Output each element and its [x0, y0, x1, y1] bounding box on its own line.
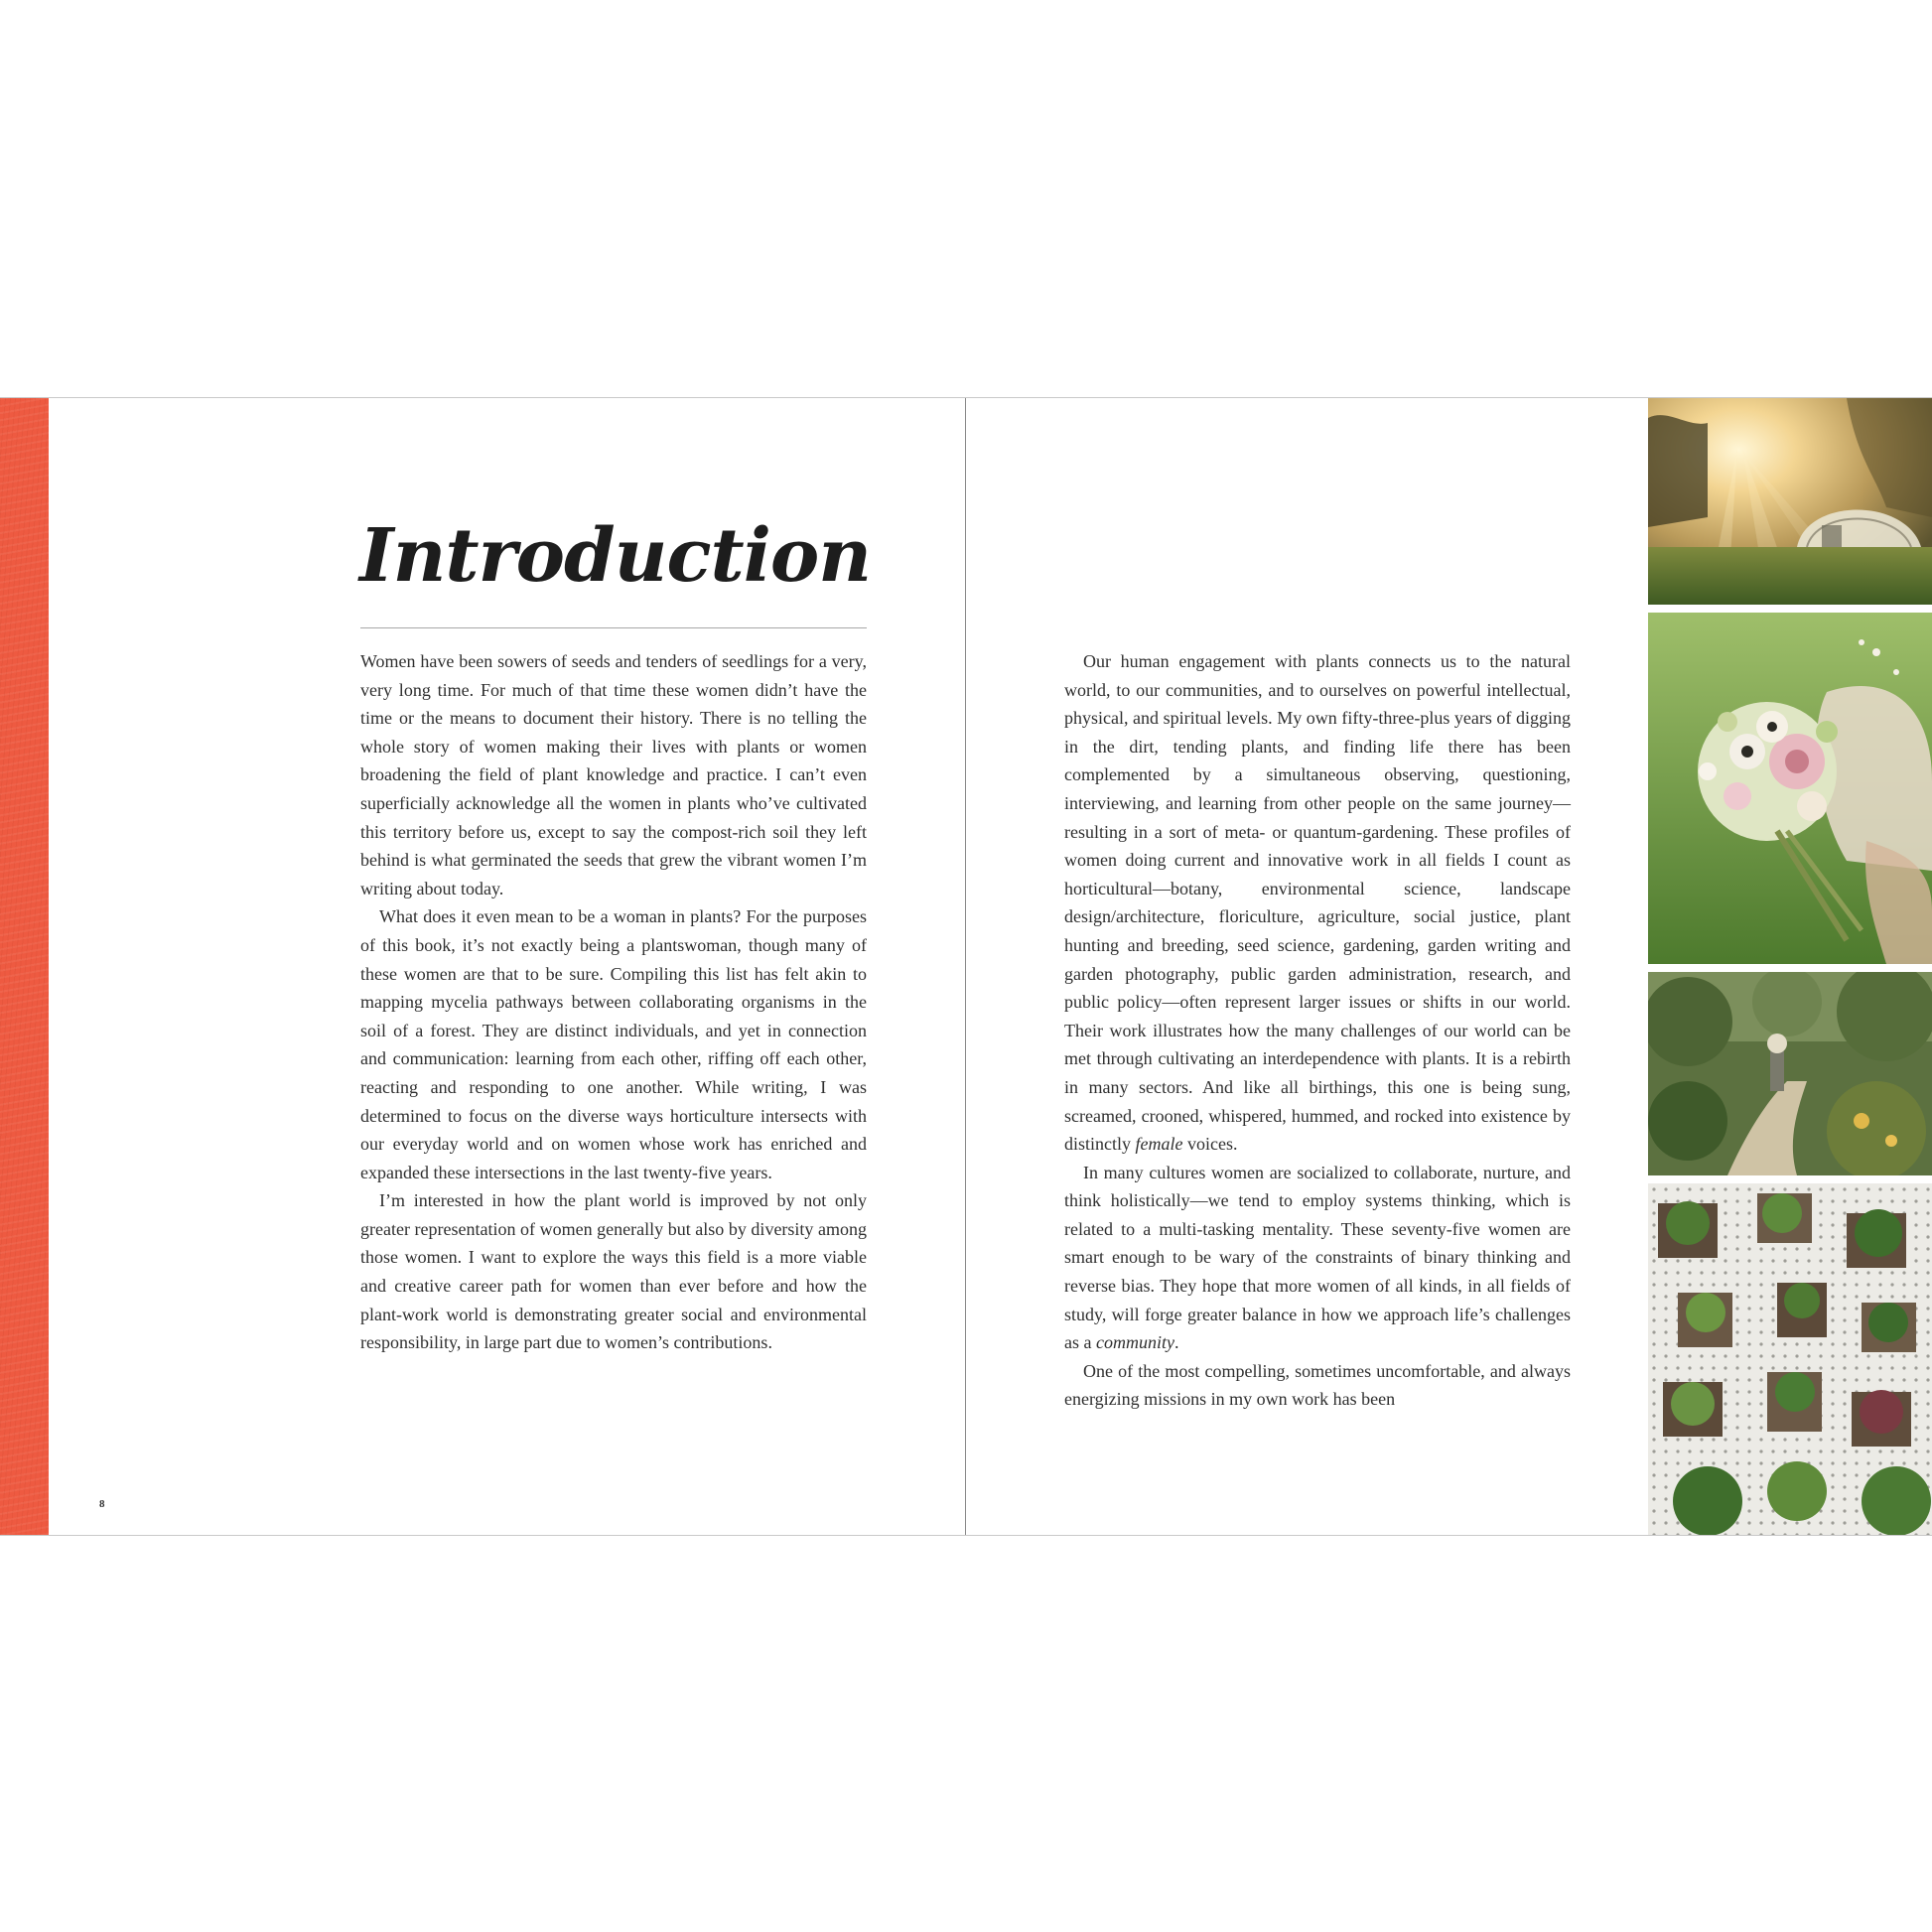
photo-garden-path [1648, 972, 1932, 1175]
photo-flower-bouquet [1648, 613, 1932, 964]
right-text-column [1064, 647, 1571, 1414]
decorative-red-strip [0, 398, 49, 1535]
paragraph-text: . [1173, 1332, 1179, 1353]
flower-bouquet-image [1648, 613, 1932, 964]
left-text-column [360, 647, 867, 1357]
paragraph: What does it even mean to be a woman in plants? For the purposes of this book, it’s not exactly being a plantswoman, though many of these women are that to be sure. Compiling this list has felt akin to mapping mycelia pathways between collaborating organisms in the soil of a forest. They are distinct individuals, and yet in connection and communication: learning from each other, riffing off each other, reacting and responding to one another. While writing, I was determined to focus on the diverse ways horticulture intersects with our everyday world and on women whose work has enriched and expanded these intersections in the last twenty-five years. [360, 906, 867, 1182]
paragraph: Women have been sowers of seeds and tenders of seedlings for a very, very long time. For much of that time these women didn’t have the time or the means to document their history. There is no telling the whole story of women making their lives with plants or women broadening the field of plant knowledge and practice. I can’t even superficially acknowledge all the women in plants who’ve cultivated this territory before us, except to say the compost-rich soil they left behind is what germinated the seeds that grew the vibrant women I’m writing about today. [360, 651, 867, 898]
paragraph [1064, 647, 1571, 1159]
emphasis-text: community [1095, 1332, 1174, 1353]
page-title: Introduction [359, 513, 871, 599]
photo-strip [1648, 398, 1932, 1535]
greenhouse-sunrise-image [1648, 398, 1932, 605]
book-spread [0, 397, 1932, 1536]
photo-pegboard-plants [1648, 1183, 1932, 1535]
paragraph-text: Our human engagement with plants connects us to the natural world, to our communities, and to ourselves on powerful intellectual, physical, and spiritual levels. My own fifty-three-plus years of digging in the dirt, tending plants, and finding life there has been complemented by a simultaneous observing, questioning, interviewing, and learning from other people on the same journey—resulting in a sort of meta- or quantum-gardening. These profiles of women doing current and innovative work in all fields I count as horticultural—botany, environmental science, landscape design/architecture, floriculture, agriculture, social justice, plant hunting and breeding, seed science, gardening, garden writing and garden photography, public garden administration, research, and public policy—often represent larger issues or shifts in our world. Their work illustrates how the many challenges of our world can be met through cultivating an interdependence with plants. It is a rebirth in many sectors. And like all birthings, this one is being sung, screamed, crooned, whispered, hummed, and rocked into existence by distinctly [1064, 651, 1571, 1155]
pegboard-plants-image [1648, 1183, 1932, 1535]
paragraph [1064, 1159, 1571, 1357]
title-divider [360, 627, 867, 628]
paragraph-text: voices. [1182, 1134, 1238, 1155]
page-gutter [965, 398, 966, 1535]
page-number: 8 [99, 1498, 105, 1510]
emphasis-text: female [1135, 1134, 1183, 1155]
garden-path-image [1648, 972, 1932, 1175]
paragraph: One of the most compelling, sometimes uncomfortable, and always energizing missions in my own work has been [1064, 1360, 1571, 1410]
paragraph: I’m interested in how the plant world is improved by not only greater representation of women generally but also by diversity among those women. I want to explore the ways this field is a more viable and creative career path for women than ever before and how the plant-work world is demonstrating greater social and environmental responsibility, in large part due to women’s contributions. [360, 1190, 867, 1353]
photo-greenhouse-sunrise [1648, 398, 1932, 605]
paragraph-text: In many cultures women are socialized to collaborate, nurture, and think holistically—we tend to employ systems thinking, which is related to a multi-tasking mentality. These seventy-five women are smart enough to be wary of the constraints of binary thinking and reverse bias. They hope that more women of all kinds, in all fields of study, will forge greater balance in how we approach life’s challenges as a [1064, 1162, 1571, 1353]
